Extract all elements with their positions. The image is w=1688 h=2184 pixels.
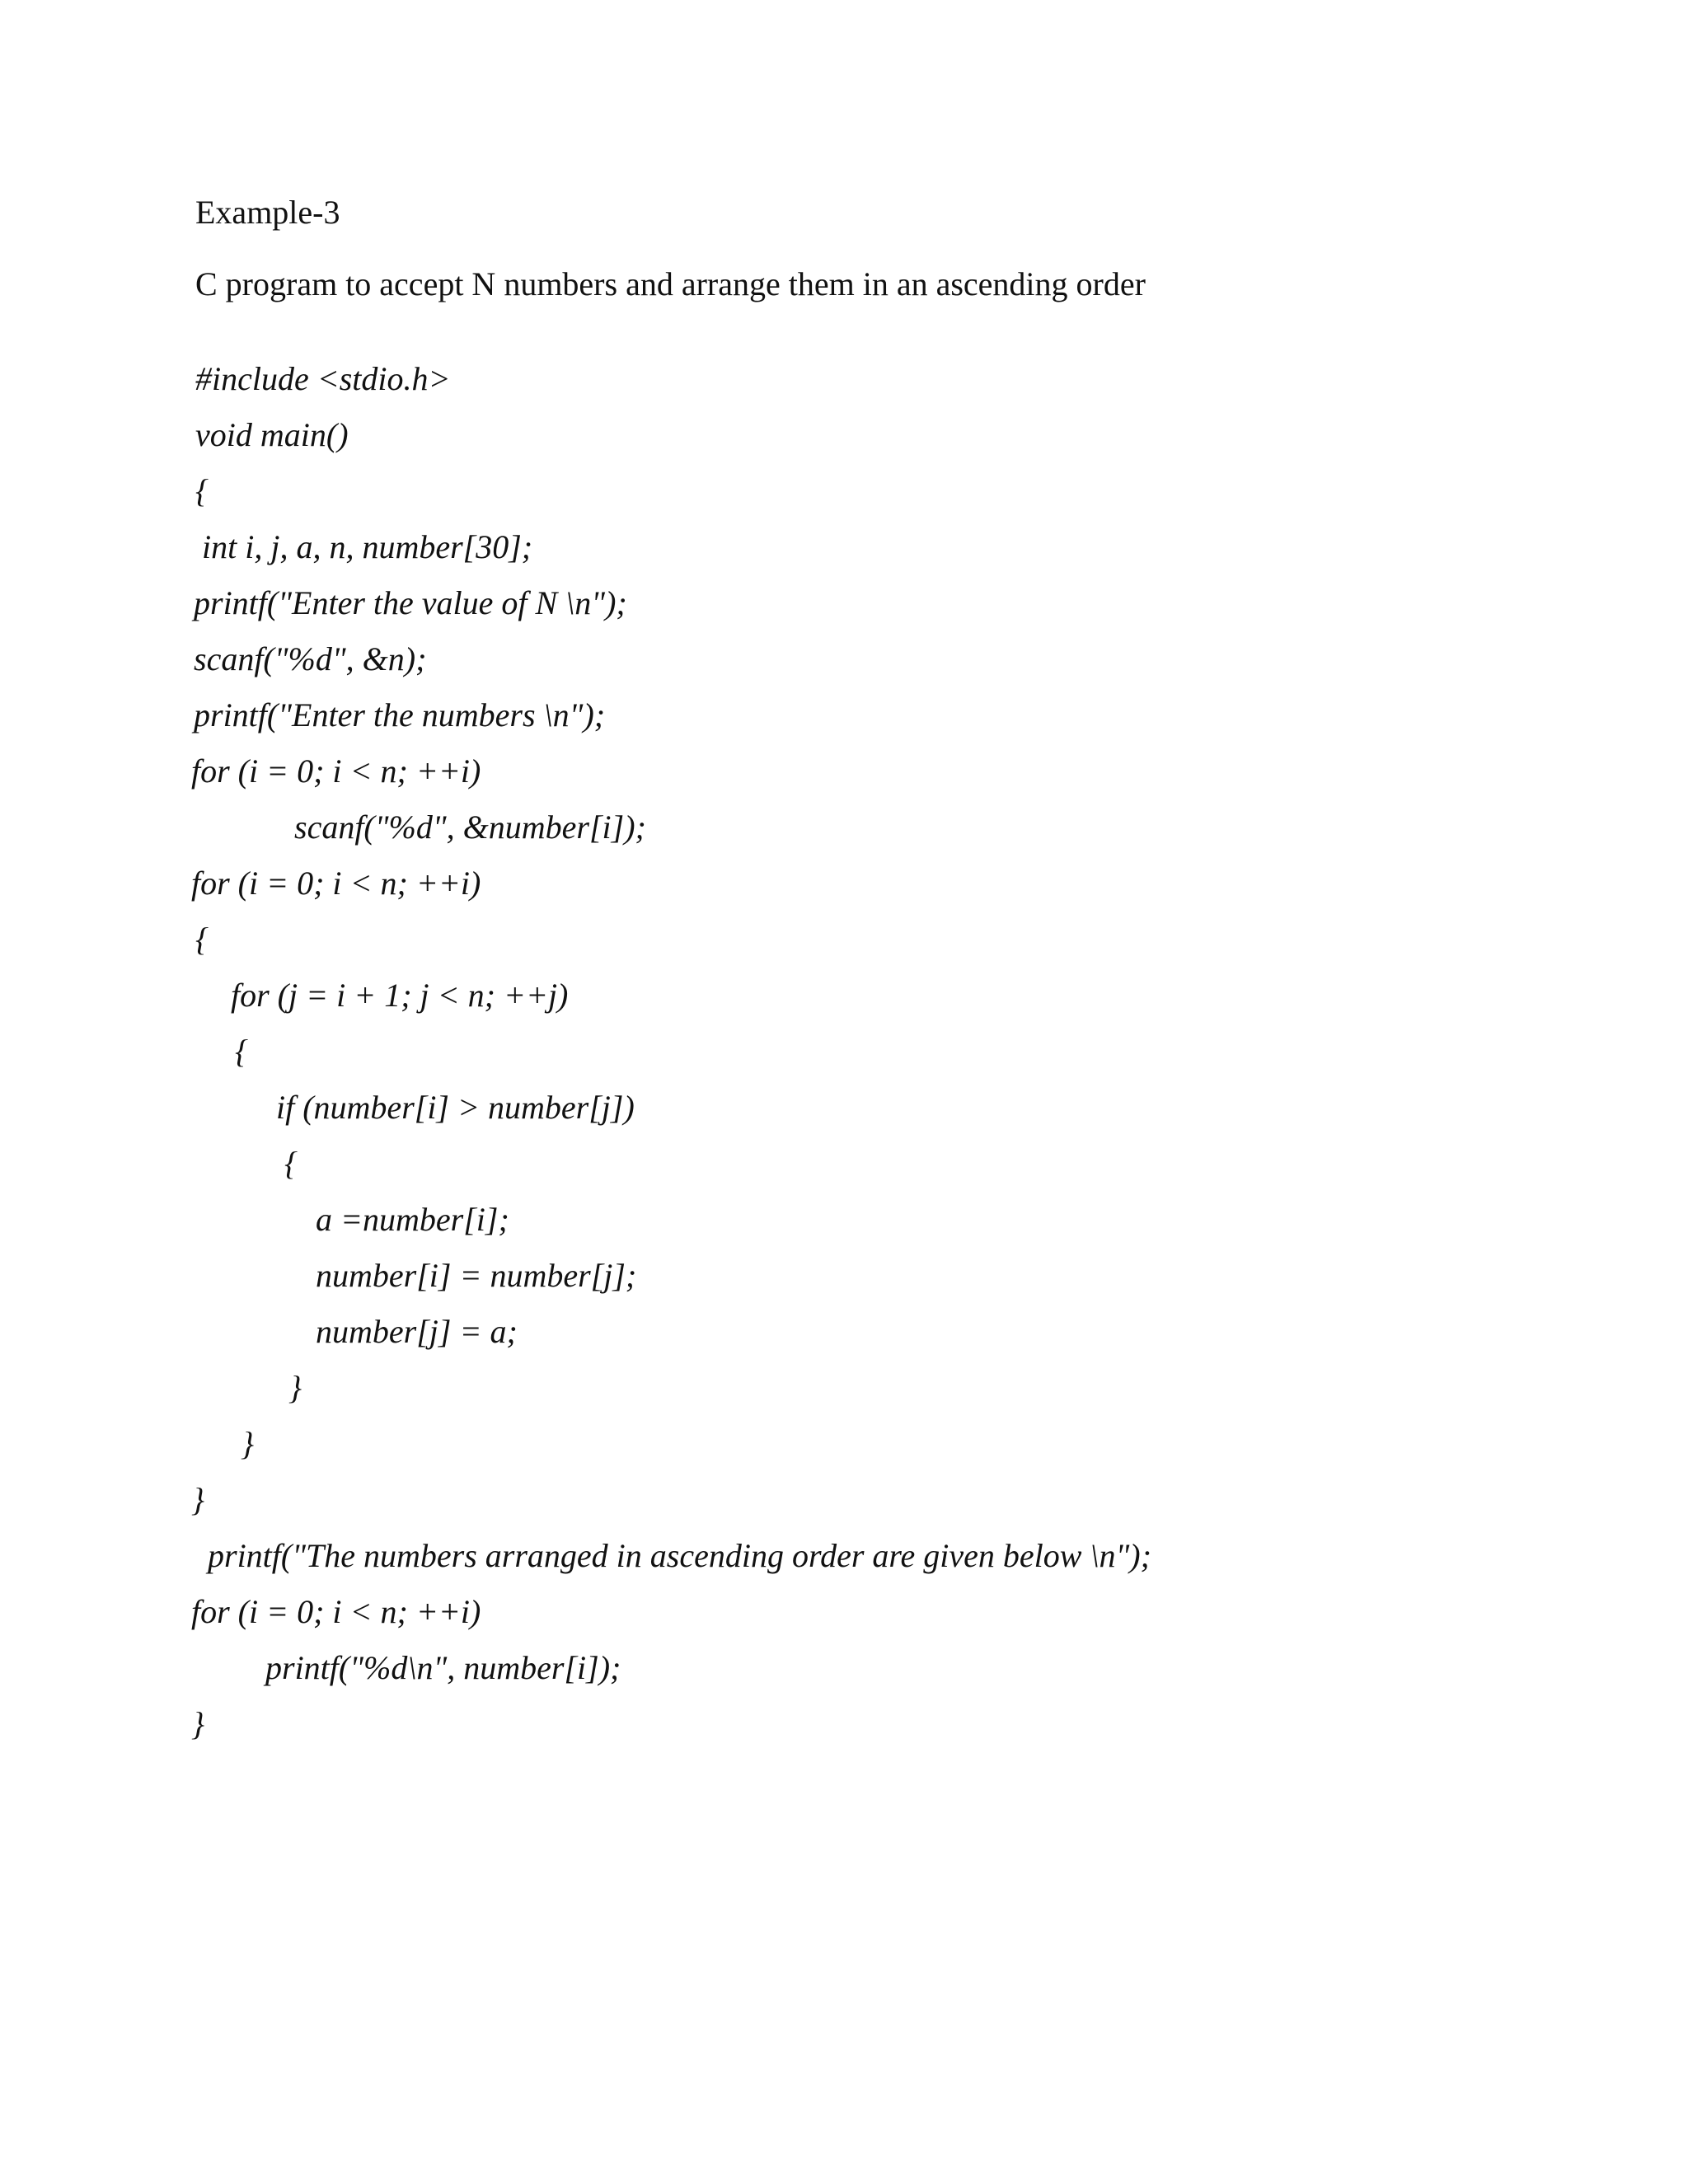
code-line: #include <stdio.h> <box>195 360 451 397</box>
code-line: { <box>284 1145 298 1182</box>
code-line: if (number[i] > number[j]) <box>276 1089 635 1126</box>
code-line: for (i = 0; i < n; ++i) <box>191 865 481 902</box>
code-line: number[j] = a; <box>316 1313 518 1350</box>
code-line: void main() <box>195 416 349 453</box>
code-line: scanf("%d", &n); <box>194 640 427 677</box>
code-line: for (j = i + 1; j < n; ++j) <box>231 977 569 1014</box>
code-line: int i, j, a, n, number[30]; <box>202 528 533 565</box>
example-label: Example-3 <box>195 194 340 231</box>
code-line: { <box>235 1033 248 1070</box>
code-line: number[i] = number[j]; <box>316 1257 637 1294</box>
program-description: C program to accept N numbers and arrange them in an ascending order <box>195 265 1146 302</box>
code-line: for (i = 0; i < n; ++i) <box>191 1593 481 1630</box>
code-line: a =number[i]; <box>316 1201 509 1238</box>
code-line: } <box>191 1705 204 1742</box>
code-line: } <box>191 1481 204 1518</box>
code-line: { <box>195 921 209 958</box>
code-line: } <box>288 1369 302 1406</box>
code-line: printf("The numbers arranged in ascending order are given below \n"); <box>208 1537 1151 1574</box>
code-line: printf("Enter the numbers \n"); <box>194 696 606 733</box>
code-line: scanf("%d", &number[i]); <box>294 808 646 846</box>
code-line: printf("%d\n", number[i]); <box>265 1649 621 1686</box>
code-line: for (i = 0; i < n; ++i) <box>191 752 481 790</box>
code-line: } <box>241 1425 254 1462</box>
code-line: { <box>195 472 209 509</box>
code-line: printf("Enter the value of N \n"); <box>194 584 627 621</box>
